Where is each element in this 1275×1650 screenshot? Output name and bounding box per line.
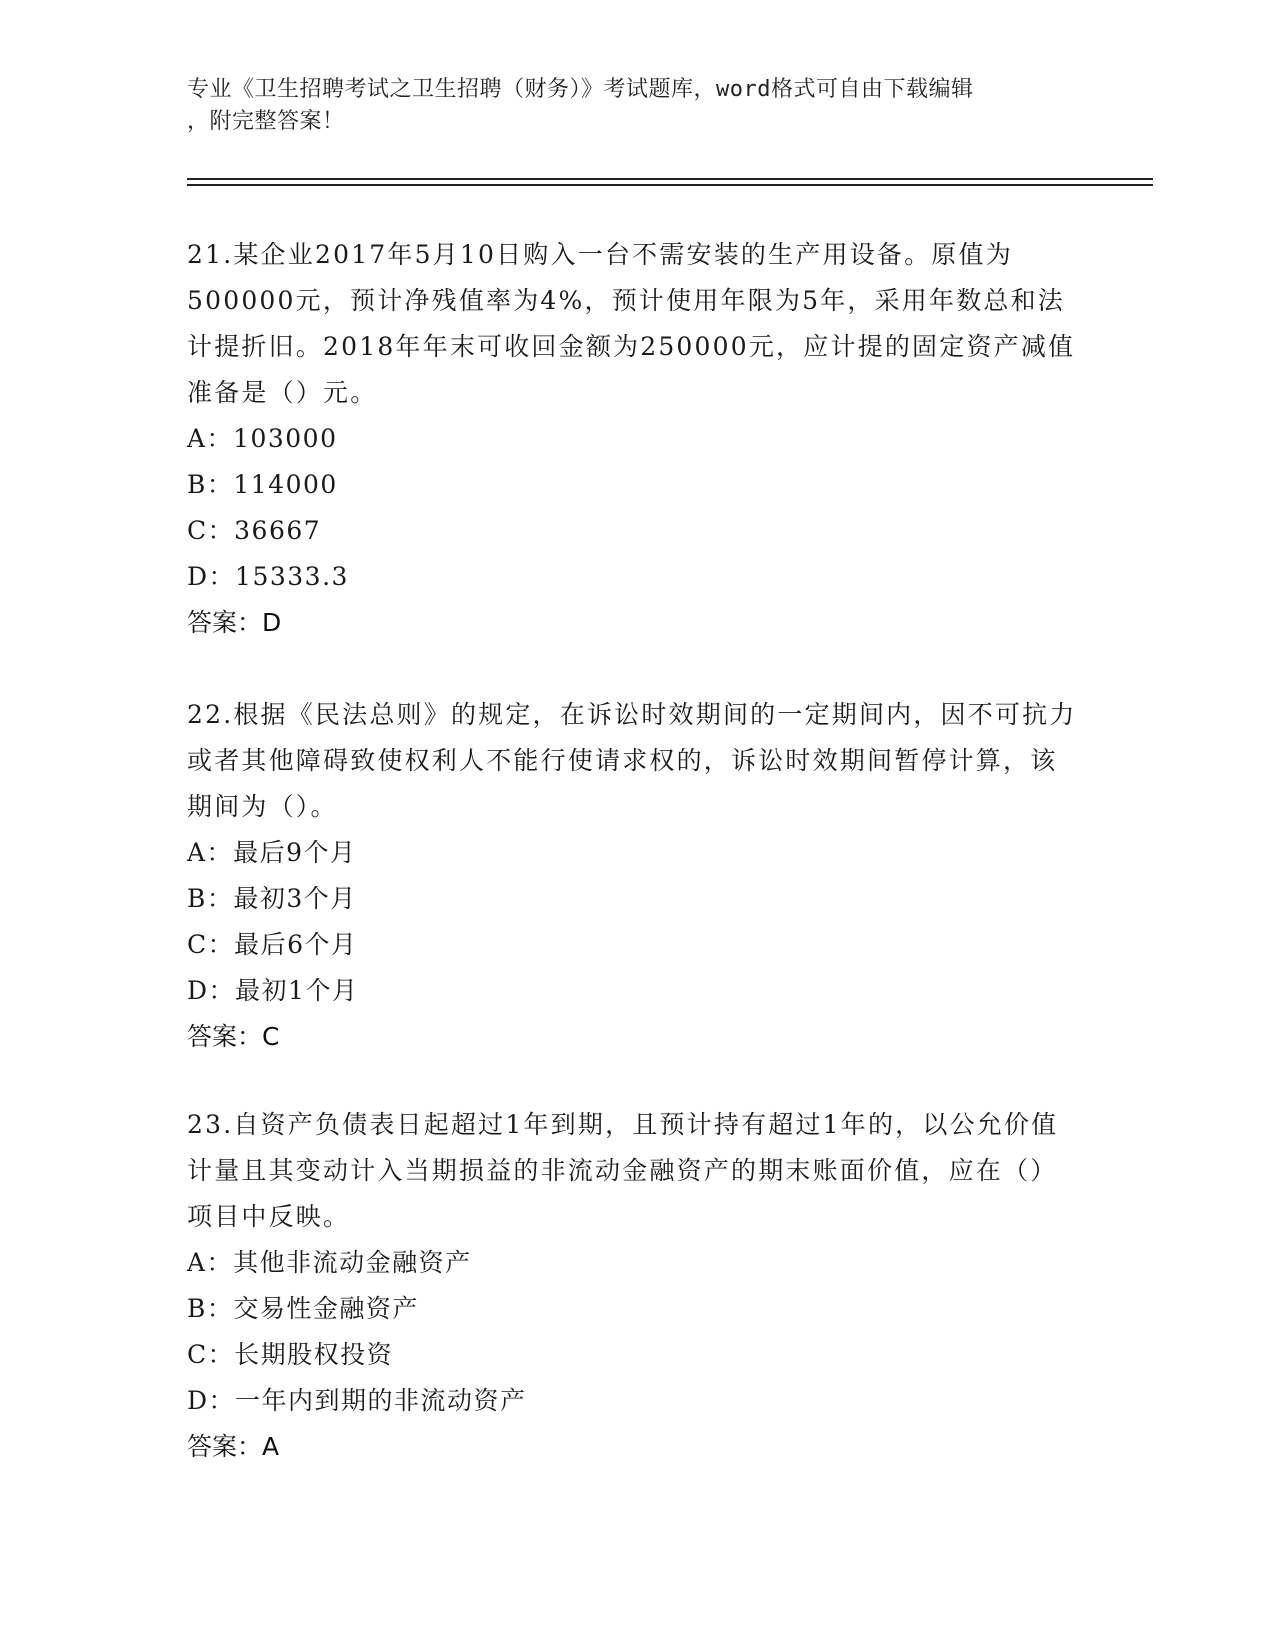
document-header <box>187 74 1067 138</box>
option-label: D： <box>187 976 236 1005</box>
option-d <box>187 1378 1077 1424</box>
option-c <box>187 508 1077 554</box>
option-text: 103000 <box>233 424 338 453</box>
answer: 答案：A <box>187 1432 280 1461</box>
option-c <box>187 922 1077 968</box>
option-label: D： <box>187 1386 236 1415</box>
option-label: A： <box>187 1248 234 1277</box>
answer: 答案：C <box>187 1022 280 1051</box>
option-text: 114000 <box>233 470 338 499</box>
option-c <box>187 1332 1077 1378</box>
question-21 <box>187 232 1077 646</box>
option-text: 交易性金融资产 <box>233 1294 419 1323</box>
option-d <box>187 968 1077 1014</box>
option-text: 最初3个月 <box>233 884 357 913</box>
header-line-1: 专业《卫生招聘考试之卫生招聘（财务）》考试题库，word格式可自由下载编辑 <box>187 77 974 102</box>
option-text: 其他非流动金融资产 <box>233 1248 472 1277</box>
option-label: B： <box>187 470 234 499</box>
answer: 答案：D <box>187 608 282 637</box>
option-label: C： <box>187 1340 235 1369</box>
option-label: D： <box>187 562 236 591</box>
option-text: 最后9个月 <box>233 838 357 867</box>
option-label: A： <box>187 424 234 453</box>
option-label: C： <box>187 516 235 545</box>
option-d <box>187 554 1077 600</box>
option-b <box>187 876 1077 922</box>
option-b <box>187 1286 1077 1332</box>
question-stem: 23.自资产负债表日起超过1年到期，且预计持有超过1年的，以公允价值计量且其变动计入当期损益的非流动金融资产的期末账面价值，应在（）项目中反映。 <box>187 1110 1059 1231</box>
option-label: B： <box>187 884 234 913</box>
option-text: 最后6个月 <box>234 930 358 959</box>
option-a <box>187 1240 1077 1286</box>
option-text: 最初1个月 <box>235 976 359 1005</box>
question-stem: 22.根据《民法总则》的规定，在诉讼时效期间的一定期间内，因不可抗力或者其他障碍致使权利人不能行使请求权的，诉讼时效期间暂停计算，该期间为（）。 <box>187 700 1077 821</box>
option-a <box>187 416 1077 462</box>
option-text: 36667 <box>234 516 322 545</box>
header-divider-top <box>187 178 1153 180</box>
option-text: 长期股权投资 <box>234 1340 394 1369</box>
option-text: 15333.3 <box>235 562 349 591</box>
header-divider-bottom <box>187 184 1153 186</box>
question-22 <box>187 692 1077 1060</box>
option-text: 一年内到期的非流动资产 <box>235 1386 527 1415</box>
option-a <box>187 830 1077 876</box>
option-label: B： <box>187 1294 234 1323</box>
question-stem: 21.某企业2017年5月10日购入一台不需安装的生产用设备。原值为500000元，预计净残值率为4%，预计使用年限为5年，采用年数总和法计提折旧。2018年年末可收回金额为250000元，应计提的固定资产减值准备是（）元。 <box>187 240 1076 407</box>
option-label: A： <box>187 838 234 867</box>
header-line-2: ，附完整答案！ <box>187 109 345 134</box>
option-b <box>187 462 1077 508</box>
question-23 <box>187 1102 1077 1470</box>
option-label: C： <box>187 930 235 959</box>
